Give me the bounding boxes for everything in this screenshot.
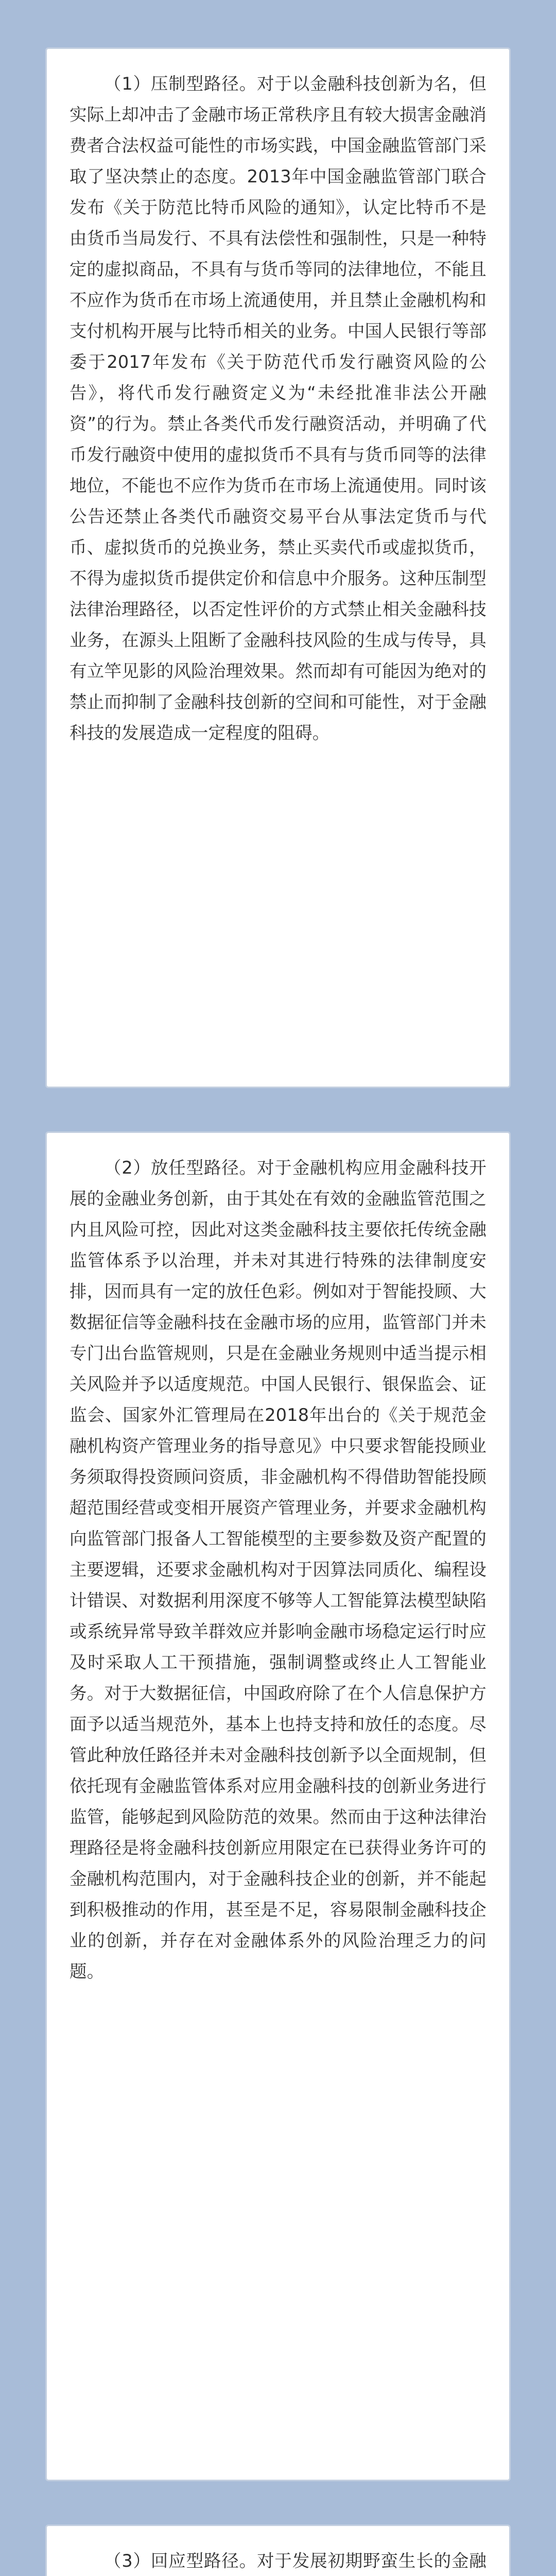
section-card-responsive [45, 2524, 511, 2576]
section-card-suppressive [45, 47, 511, 1088]
section-card-laissez-faire [45, 1131, 511, 2481]
section-paragraph-laissez-faire: （2）放任型路径。对于金融机构应用金融科技开展的金融业务创新，由于其处在有效的金融监管范围之内且风险可控，因此对这类金融科技主要依托传统金融监管体系予以治理，并未对其进行特殊的法律制度安排，因而具有一定的放任色彩。例如对于智能投顾、大数据征信等金融科技在金融市场的应用，监管部门并未专门出台监管规则，只是在金融业务规则中适当提示相关风险并予以适度规范。中国人民银行、银保监会、证监会、国家外汇管理局在2018年出台的《关于规范金融机构资产管理业务的指导意见》中只要求智能投顾业务须取得投资顾问资质，非金融机构不得借助智能投顾超范围经营或变相开展资产管理业务，并要求金融机构向监管部门报备人工智能模型的主要参数及资产配置的主要逻辑，还要求金融机构对于因算法同质化、编程设计错误、对数据利用深度不够等人工智能算法模型缺陷或系统异常导致羊群效应并影响金融市场稳定运行时应及时采取人工干预措施，强制调整或终止人工智能业务。对于大数据征信，中国政府除了在个人信息保护方面予以适当规范外，基本上也持支持和放任的态度。尽管此种放任路径并未对金融科技创新予以全面规制，但依托现有金融监管体系对应用金融科技的创新业务进行监管，能够起到风险防范的效果。然而由于这种法律治理路径是将金融科技创新应用限定在已获得业务许可的金融机构范围内，对于金融科技企业的创新，并不能起到积极推动的作用，甚至是不足，容易限制金融科技企业的创新，并存在对金融体系外的风险治理乏力的问题。 [70, 1158, 486, 1981]
section-paragraph-responsive: （3）回应型路径。对于发展初期野蛮生长的金融 [104, 2551, 486, 2571]
section-paragraph-suppressive: （1）压制型路径。对于以金融科技创新为名，但实际上却冲击了金融市场正常秩序且有较大损害金融消费者合法权益可能性的市场实践，中国金融监管部门采取了坚决禁止的态度。2013年中国金融监管部门联合发布《关于防范比特币风险的通知》，认定比特币不是由货币当局发行、不具有法偿性和强制性，只是一种特定的虚拟商品，不具有与货币等同的法律地位，不能且不应作为货币在市场上流通使用，并且禁止金融机构和支付机构开展与比特币相关的业务。中国人民银行等部委于2017年发布《关于防范代币发行融资风险的公告》，将代币发行融资定义为“未经批准非法公开融资”的行为。禁止各类代币发行融资活动，并明确了代币发行融资中使用的虚拟货币不具有与货币同等的法律地位，不能也不应作为货币在市场上流通使用。同时该公告还禁止各类代币融资交易平台从事法定货币与代币、虚拟货币的兑换业务，禁止买卖代币或虚拟货币，不得为虚拟货币提供定价和信息中介服务。这种压制型法律治理路径，以否定性评价的方式禁止相关金融科技业务，在源头上阻断了金融科技风险的生成与传导，具有立竿见影的风险治理效果。然而却有可能因为绝对的禁止而抑制了金融科技创新的空间和可能性，对于金融科技的发展造成一定程度的阻碍。 [70, 74, 486, 743]
